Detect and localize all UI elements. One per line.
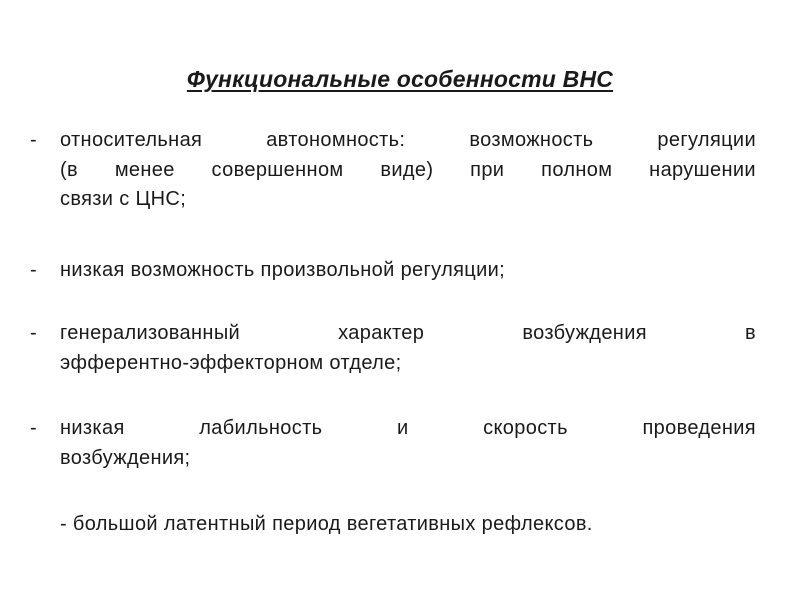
bullet-marker: -: [30, 129, 37, 151]
word: и: [396, 417, 409, 439]
word: относительная: [60, 129, 203, 151]
bullet-line: связи с ЦНС;: [60, 188, 187, 210]
word: низкая: [60, 417, 125, 439]
word: виде): [380, 158, 434, 181]
bullet-line: [60, 126, 756, 156]
word: менее: [114, 158, 175, 181]
word: полном: [541, 158, 613, 181]
bullet-line: [60, 156, 756, 186]
bullet-line: низкая возможность произвольной регуляции;: [60, 259, 506, 281]
bullet-text: [60, 319, 756, 378]
bullet-line: возбуждения;: [60, 446, 191, 469]
bullet-line: эфферентно-эффекторном отделе;: [60, 351, 402, 374]
slide-title: Функциональные особенности ВНС: [186, 66, 614, 92]
bullet-marker: -: [30, 322, 37, 344]
word: нарушении: [649, 158, 756, 181]
bullet-marker: -: [30, 417, 37, 439]
word: в: [744, 322, 756, 344]
bullet-text: [60, 126, 756, 215]
word: возбуждения: [522, 322, 647, 344]
word: скорость: [483, 417, 568, 439]
word: генерализованный: [60, 322, 241, 344]
bullet-text: [60, 256, 756, 286]
bullet-line: [60, 319, 756, 349]
word: возможность: [469, 129, 594, 151]
word: автономность:: [266, 129, 406, 151]
word: при: [470, 158, 505, 181]
word: проведения: [642, 417, 756, 439]
bullet-line: [60, 414, 756, 444]
word: (в: [60, 158, 78, 181]
word: лабильность: [199, 417, 323, 439]
bullet-marker: -: [30, 259, 37, 281]
final-note: - большой латентный период вегетативных рефлексов.: [60, 513, 593, 535]
word: характер: [338, 322, 425, 344]
bullet-text: [60, 414, 756, 473]
word: регуляции: [657, 129, 756, 151]
word: совершенном: [211, 158, 344, 181]
